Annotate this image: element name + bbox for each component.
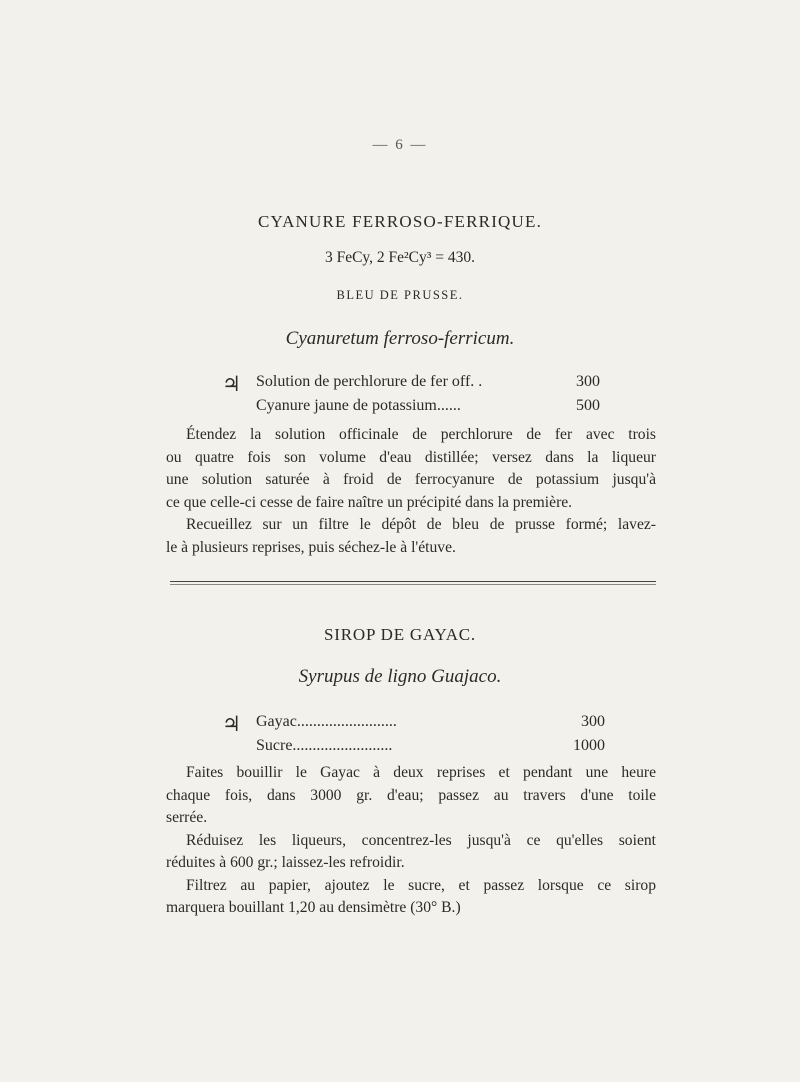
text-line: ou quatre fois son volume d'eau distillée; versez dans la liqueur	[166, 448, 656, 466]
ingredient-name: Cyanure jaune de potassium......	[256, 397, 461, 414]
recipe-symbol-icon: ♃	[222, 372, 241, 396]
text-line: réduites à 600 gr.; laissez-les refroidir.	[166, 854, 405, 871]
text-line: ce que celle-ci cesse de faire naître un précipité dans la première.	[166, 493, 573, 511]
ingredient-quantity: 300	[581, 713, 605, 730]
ingredient-quantity: 500	[576, 397, 600, 414]
section2-title: SIROP DE GAYAC.	[324, 625, 476, 644]
text-line: une solution saturée à froid de ferrocyanure de potassium jusqu'à	[166, 471, 656, 488]
ingredient-quantity: 300	[576, 373, 600, 390]
ingredient-name: Solution de perchlorure de fer off. .	[256, 373, 483, 390]
recipe-symbol-icon: ♃	[222, 712, 241, 736]
section1-subtitle: BLEU DE PRUSSE.	[336, 288, 464, 302]
ingredient-name: Sucre.........................	[256, 737, 393, 754]
text-line: Faites bouillir le Gayac à deux reprises et pendant une heure	[186, 764, 656, 781]
text-line: marquera bouillant 1,20 au densimètre (30° B.)	[166, 899, 461, 916]
section-divider	[170, 581, 656, 582]
text-line: le à plusieurs reprises, puis séchez-le à l'étuve.	[166, 538, 456, 556]
text-line: serrée.	[166, 809, 208, 826]
text-line: chaque fois, dans 3000 gr. d'eau; passez au travers d'une toile	[166, 786, 656, 804]
text-line: Étendez la solution officinale de perchlorure de fer avec trois	[186, 426, 656, 443]
ingredient-name: Gayac.........................	[256, 713, 397, 730]
ingredient-quantity: 1000	[573, 737, 605, 754]
text-line: Filtrez au papier, ajoutez le sucre, et passez lorsque ce sirop	[186, 876, 656, 894]
section1-title: CYANURE FERROSO-FERRIQUE.	[257, 212, 543, 231]
section2-latin-name: Syrupus de ligno Guajaco.	[298, 666, 502, 687]
section1-instructions	[166, 424, 656, 559]
section1-latin-name: Cyanuretum ferroso-ferricum.	[285, 328, 515, 349]
section-divider-thin	[170, 584, 656, 585]
page-number: — 6 —	[372, 137, 428, 153]
section1-formula: 3 FeCy, 2 Fe²Cy³ = 430.	[324, 249, 476, 266]
text-line: Recueillez sur un filtre le dépôt de bleu de prusse formé; lavez-	[186, 516, 656, 533]
text-line: Réduisez les liqueurs, concentrez-les jusqu'à ce qu'elles soient	[186, 831, 656, 849]
section2-instructions	[166, 762, 656, 920]
